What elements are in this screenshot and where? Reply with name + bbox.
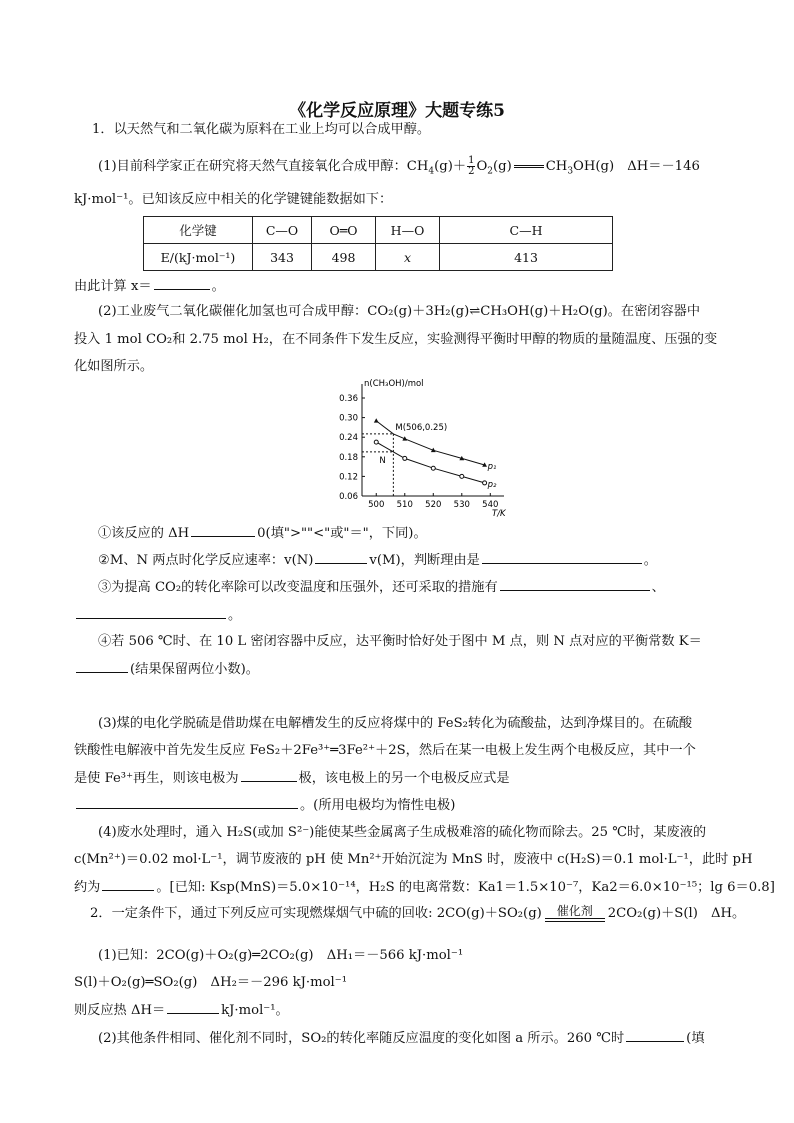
x-axis-label: T/K <box>492 509 506 519</box>
table-cell: C—H <box>440 217 613 244</box>
x-tick-label: 500 <box>368 500 385 510</box>
q1-p4-line3 <box>74 878 775 897</box>
text: OH(g) ΔH＝－146 <box>573 159 700 174</box>
x-tick-label: 530 <box>453 500 470 510</box>
y-axis-label: n(CH₃OH)/mol <box>364 379 424 389</box>
data-point-circle <box>403 456 407 460</box>
data-point-circle <box>374 440 378 444</box>
y-tick-label: 0.18 <box>339 452 358 463</box>
text: 极，该电极上的另一个电极反应式是 <box>298 771 510 786</box>
data-point-circle <box>483 481 487 485</box>
table-cell: 化学键 <box>144 217 253 244</box>
table-cell: H—O <box>376 217 440 244</box>
text: (填 <box>686 1031 705 1046</box>
text: 、 <box>651 580 665 595</box>
q2-l4 <box>98 1029 705 1048</box>
text: kJ·mol⁻¹。 <box>221 1003 289 1018</box>
table-row <box>144 244 613 271</box>
answer-blank[interactable] <box>76 606 226 619</box>
table-cell: E/(kJ·mol⁻¹) <box>144 244 253 271</box>
text: (1)目前科学家正在研究将天然气直接氧化合成甲醇：CH <box>98 159 429 174</box>
text: 。 <box>643 553 657 568</box>
text: 是使 Fe³⁺再生，则该电极为 <box>74 771 239 786</box>
text: 。[已知: Ksp(MnS)＝5.0×10⁻¹⁴，H₂S 的电离常数：Ka1＝1.5×10⁻⁷，Ka2＝6.0×10⁻¹⁵；lg 6＝0.8] <box>156 880 775 895</box>
answer-blank[interactable] <box>102 878 154 891</box>
series-label: p₂ <box>487 479 497 490</box>
q1-s2 <box>98 551 657 570</box>
q1-s3-cont <box>74 606 241 625</box>
y-tick-label: 0.06 <box>339 492 358 502</box>
q1-s4: ④若 506 ℃时、在 10 L 密闭容器中反应，达平衡时恰好处于图中 M 点，则 N 点对应的平衡常数 K＝ <box>98 634 702 649</box>
page-title: 《化学反应原理》大题专练5 <box>289 101 505 121</box>
q2-l2: S(l)＋O₂(g)═SO₂(g) ΔH₂＝－296 kJ·mol⁻¹ <box>74 975 347 990</box>
text: (g) <box>492 159 512 174</box>
text: (2)其他条件相同、催化剂不同时，SO₂的转化率随反应温度的变化如图 a 所示。260 ℃时 <box>98 1031 625 1046</box>
series-label: p₁ <box>487 461 497 472</box>
text: O <box>476 159 488 174</box>
text: 2CO₂(g)＋S(l) ΔH。 <box>607 906 746 921</box>
frac-den: 2 <box>468 166 475 177</box>
series-line-2 <box>376 442 484 483</box>
text: ②M、N 两点时化学反应速率：v(N) <box>98 553 314 568</box>
data-point-circle <box>460 474 464 478</box>
data-point-triangle <box>374 418 379 422</box>
q1-p3-line4 <box>74 796 455 815</box>
q2-l1: (1)已知：2CO(g)＋O₂(g)═2CO₂(g) ΔH₁＝－566 kJ·mol⁻¹ <box>98 948 464 963</box>
text: 0(填">""<"或"＝"，下同)。 <box>257 526 427 541</box>
q1-s1 <box>98 524 427 543</box>
answer-blank[interactable] <box>241 769 297 782</box>
text: 则反应热 ΔH＝ <box>74 1003 166 1018</box>
bond-energy-table <box>143 216 613 271</box>
text: ③为提高 CO₂的转化率除可以改变温度和压强外，还可采取的措施有 <box>98 580 498 595</box>
q1-p1-line2: kJ·mol⁻¹。已知该反应中相关的化学键键能数据如下： <box>74 192 393 207</box>
x-tick-label: 510 <box>396 500 413 510</box>
data-point-circle <box>431 466 435 470</box>
table-cell: C—O <box>253 217 312 244</box>
frac-num: 1 <box>468 155 475 166</box>
answer-blank[interactable] <box>500 578 650 591</box>
annotation-m: M(506,0.25) <box>395 422 448 433</box>
fraction <box>467 156 475 177</box>
x-tick-label: 540 <box>482 500 499 510</box>
table-cell: O═O <box>312 217 376 244</box>
q2-l3 <box>74 1001 289 1020</box>
q2-intro <box>90 905 745 923</box>
q1-intro: 1．以天然气和二氧化碳为原料在工业上均可以合成甲醇。 <box>92 122 431 137</box>
q1-p3-line2: 铁酸性电解液中首先发生反应 FeS₂＋2Fe³⁺═3Fe²⁺＋2S，然后在某一电极上发生两个电极反应，其中一个 <box>74 743 696 758</box>
text: (g)＋ <box>434 159 467 174</box>
y-tick-label: 0.12 <box>339 472 358 483</box>
text: 。 <box>211 279 225 294</box>
y-tick-label: 0.36 <box>339 394 358 404</box>
q1-p4-line2: c(Mn²⁺)＝0.02 mol·L⁻¹，调节废液的 pH 使 Mn²⁺开始沉淀为 MnS 时，废液中 c(H₂S)＝0.1 mol·L⁻¹，此时 pH <box>74 852 753 867</box>
q1-p2-line1: (2)工业废气二氧化碳催化加氢也可合成甲醇：CO₂(g)＋3H₂(g)⇌CH₃OH(g)＋H₂O(g)。在密闭容器中 <box>98 304 701 319</box>
q1-p1-line1: (1)目前科学家正在研究将天然气直接氧化合成甲醇：$CH_4(g)+$ $\frac{1}{2}$ $O_2(g)$ $CH_3OH(g)$ ΔH＝－146 <box>98 155 700 177</box>
equals-arrow <box>514 165 544 168</box>
table-cell: x <box>376 244 440 271</box>
q1-p2-line2: 投入 1 mol CO₂和 2.75 mol H₂，在不同条件下发生反应，实验测得平衡时甲醇的物质的量随温度、压强的变 <box>74 332 718 347</box>
text: CH <box>545 159 568 174</box>
q1-p4-line1: (4)废水处理时，通入 H₂S(或加 S²⁻)能使某些金属离子生成极难溶的硫化物而除去。25 ℃时，某废液的 <box>98 825 707 840</box>
answer-blank[interactable] <box>626 1029 684 1042</box>
y-tick-label: 0.30 <box>339 413 358 424</box>
q1-p3-line1: (3)煤的电化学脱硫是借助煤在电解槽发生的反应将煤中的 FeS₂转化为硫酸盐，达到净煤目的。在硫酸 <box>98 716 693 731</box>
text: v(M)，判断理由是 <box>369 553 480 568</box>
annotation-n: N <box>379 455 386 466</box>
q1-p2-line3: 化如图所示。 <box>74 359 154 374</box>
answer-blank[interactable] <box>154 277 210 290</box>
text: 2．一定条件下，通过下列反应可实现燃煤烟气中硫的回收: 2CO(g)＋SO₂(g) <box>90 906 542 921</box>
answer-blank[interactable] <box>76 660 128 673</box>
x-tick-label: 520 <box>425 500 442 510</box>
text: (结果保留两位小数)。 <box>130 662 259 677</box>
text: ①该反应的 ΔH <box>98 526 190 541</box>
q1-calc <box>74 277 225 296</box>
q1-p3-line3 <box>74 769 510 788</box>
catalyst-label: 催化剂 <box>556 904 593 918</box>
text: 由此计算 x＝ <box>74 279 152 294</box>
equals-bar <box>545 918 605 922</box>
text: 约为 <box>74 880 101 895</box>
table-cell: 413 <box>440 244 613 271</box>
q1-s4-cont <box>74 660 259 679</box>
answer-blank[interactable] <box>191 524 255 537</box>
answer-blank[interactable] <box>167 1001 219 1014</box>
text: 。(所用电极均为惰性电极) <box>300 798 456 813</box>
table-cell: 498 <box>312 244 376 271</box>
catalyst-arrow <box>545 905 605 922</box>
answer-blank[interactable] <box>482 551 642 564</box>
answer-blank[interactable] <box>76 796 298 809</box>
answer-blank[interactable] <box>315 551 367 564</box>
q1-s3 <box>98 578 665 597</box>
table-cell: 343 <box>253 244 312 271</box>
methanol-chart <box>300 376 510 521</box>
table-row <box>144 217 613 244</box>
text: 。 <box>228 608 242 623</box>
y-tick-label: 0.24 <box>339 433 358 444</box>
